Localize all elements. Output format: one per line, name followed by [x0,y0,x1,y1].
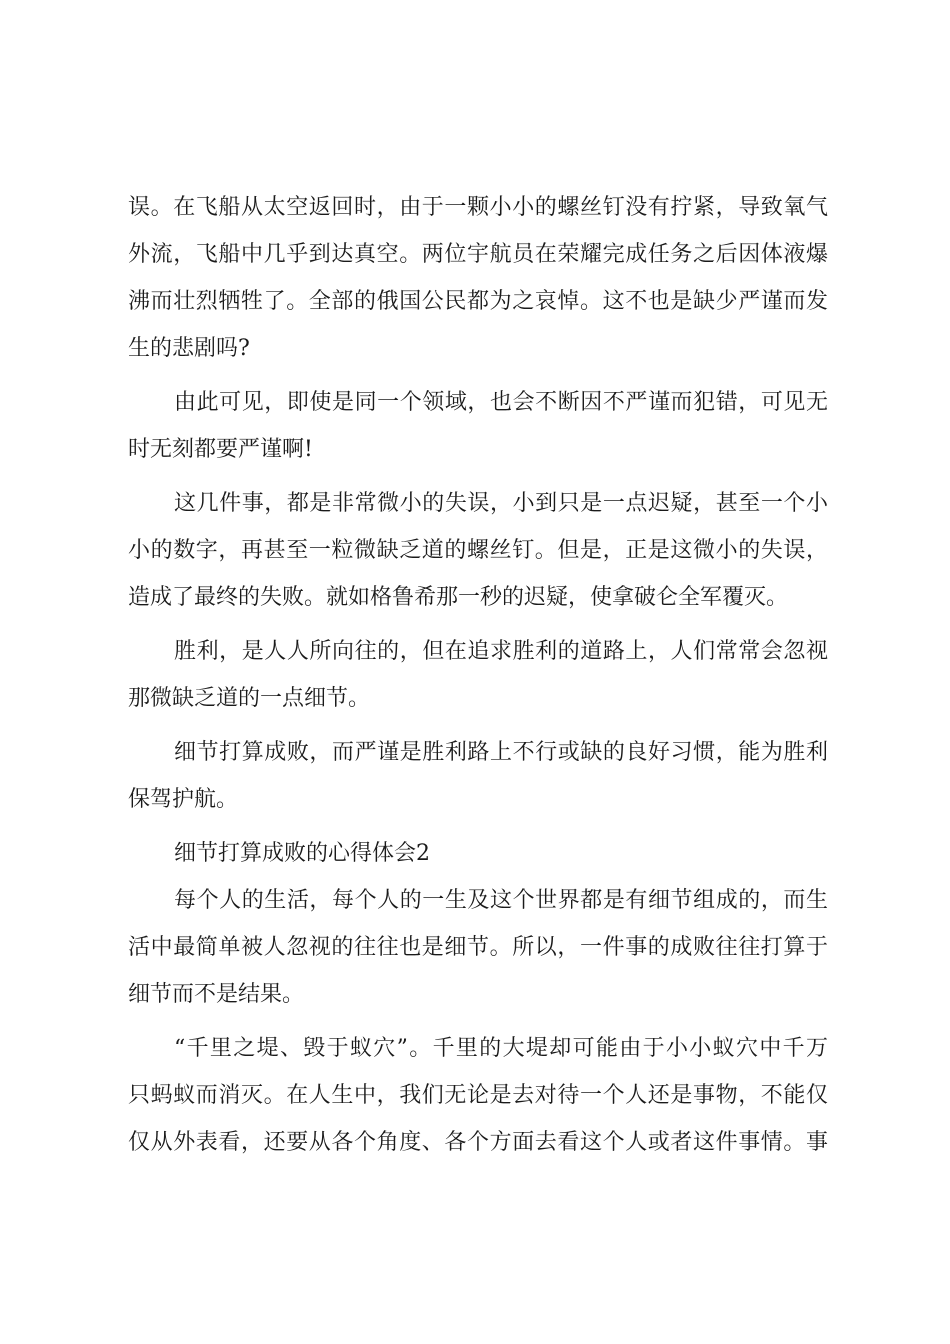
paragraph-line: 生的悲剧吗? [128,336,250,361]
paragraph-line: 仅从外表看，还要从各个角度、各个方面去看这个人或者这件事情。事 [128,1130,828,1155]
paragraph-line: 这几件事，都是非常微小的失误，小到只是一点迟疑，甚至一个小 [174,491,828,516]
paragraph-line: 只蚂蚁而消灭。在人生中，我们无论是去对待一个人还是事物，不能仅 [128,1083,828,1108]
paragraph-line: 那微缺乏道的一点细节。 [128,686,371,711]
paragraph-line: 胜利，是人人所向往的，但在追求胜利的道路上，人们常常会忽视 [174,639,828,664]
paragraph-line: 外流，飞船中几乎到达真空。两位宇航员在荣耀完成任务之后因体液爆 [128,242,828,267]
paragraph-line: 沸而壮烈牺牲了。全部的俄国公民都为之哀悼。这不也是缺少严谨而发 [128,289,828,314]
section-heading: 细节打算成败的心得体会2 [174,841,430,866]
paragraph-line: 每个人的生活，每个人的一生及这个世界都是有细节组成的，而生 [174,888,828,913]
paragraph-line: 造成了最终的失败。就如格鲁希那一秒的迟疑，使拿破仑全军覆灭。 [128,585,789,610]
paragraph-line: “千里之堤、毁于蚁穴”。千里的大堤却可能由于小小蚁穴中千万 [174,1036,828,1061]
paragraph-line: 保驾护航。 [128,787,239,812]
paragraph-line: 误。在飞船从太空返回时，由于一颗小小的螺丝钉没有拧紧，导致氧气 [128,195,828,220]
paragraph-line: 小的数字，再甚至一粒微缺乏道的螺丝钉。但是，正是这微小的失误， [128,538,828,563]
paragraph-line: 时无刻都要严谨啊! [128,437,313,462]
paragraph-line: 细节而不是结果。 [128,982,305,1007]
paragraph-line: 细节打算成败，而严谨是胜利路上不行或缺的良好习惯，能为胜利 [174,740,828,765]
paragraph-line: 活中最简单被人忽视的往往也是细节。所以，一件事的成败往往打算于 [128,935,828,960]
paragraph-line: 由此可见，即使是同一个领域，也会不断因不严谨而犯错，可见无 [174,390,828,415]
